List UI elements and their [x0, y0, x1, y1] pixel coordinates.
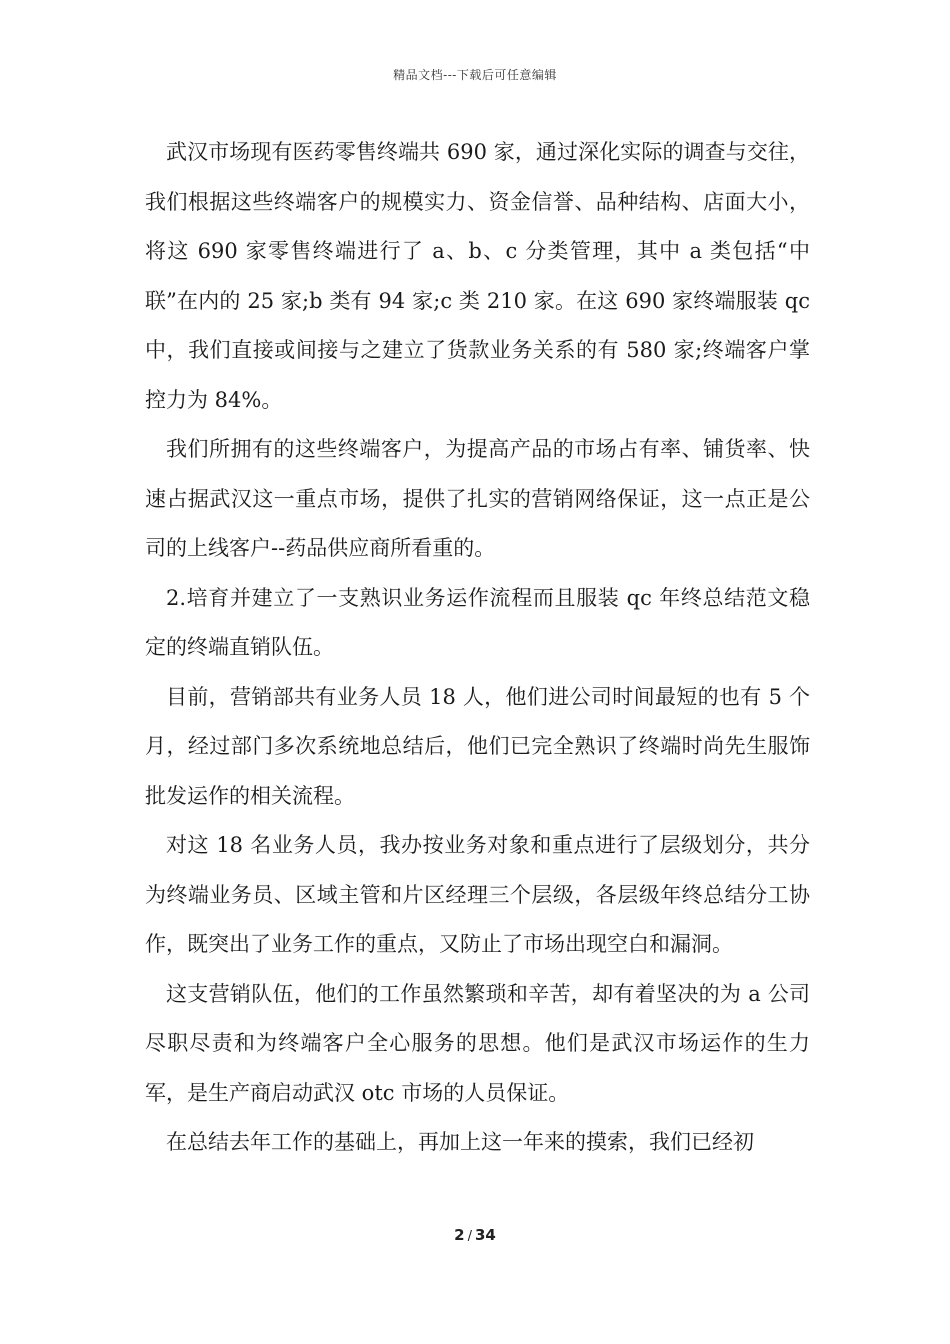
paragraph: 目前，营销部共有业务人员 18 人，他们进公司时间最短的也有 5 个月，经过部门多次系统地总结后，他们已完全熟识了终端时尚先生服饰批发运作的相关流程。 — [145, 684, 810, 808]
page-number — [0, 1226, 950, 1244]
paragraph: 在总结去年工作的基础上，再加上这一年来的摸索，我们已经初 — [166, 1130, 754, 1154]
document-body — [145, 128, 810, 1168]
current-page-number: 2 — [454, 1226, 465, 1244]
paragraph: 我们所拥有的这些终端客户，为提高产品的市场占有率、铺货率、快速占据武汉这一重点市场，提供了扎实的营销网络保证，这一点正是公司的上线客户--药品供应商所看重的。 — [145, 437, 810, 560]
page-number-separator: / — [467, 1229, 472, 1244]
paragraph: 对这 18 名业务人员，我办按业务对象和重点进行了层级划分，共分为终端业务员、区域主管和片区经理三个层级，各层级年终总结分工协作，既突出了业务工作的重点，又防止了市场出现空白和漏洞。 — [145, 833, 810, 956]
paragraph: 武汉市场现有医药零售终端共 690 家，通过深化实际的调查与交往，我们根据这些终端客户的规模实力、资金信誉、品种结构、店面大小，将这 690 家零售终端进行了 a、b、c 分类管理，其中 a 类包括“中联”在内的 25 家;b 类有 94 家;c 类 210 家。在这 690 家终端服装 qc 中，我们直接或间接与之建立了货款业务关系的有 580 家;终端客户掌控力为 84%。 — [145, 140, 810, 412]
total-page-count: 34 — [474, 1226, 496, 1244]
paragraph: 这支营销队伍，他们的工作虽然繁琐和辛苦，却有着坚决的为 a 公司尽职尽责和为终端客户全心服务的思想。他们是武汉市场运作的生力军，是生产商启动武汉 otc 市场的人员保证。 — [145, 981, 810, 1105]
page-header: 精品文档---下载后可任意编辑 — [393, 68, 557, 82]
paragraph: 2.培育并建立了一支熟识业务运作流程而且服装 qc 年终总结范文稳定的终端直销队伍。 — [145, 585, 810, 659]
